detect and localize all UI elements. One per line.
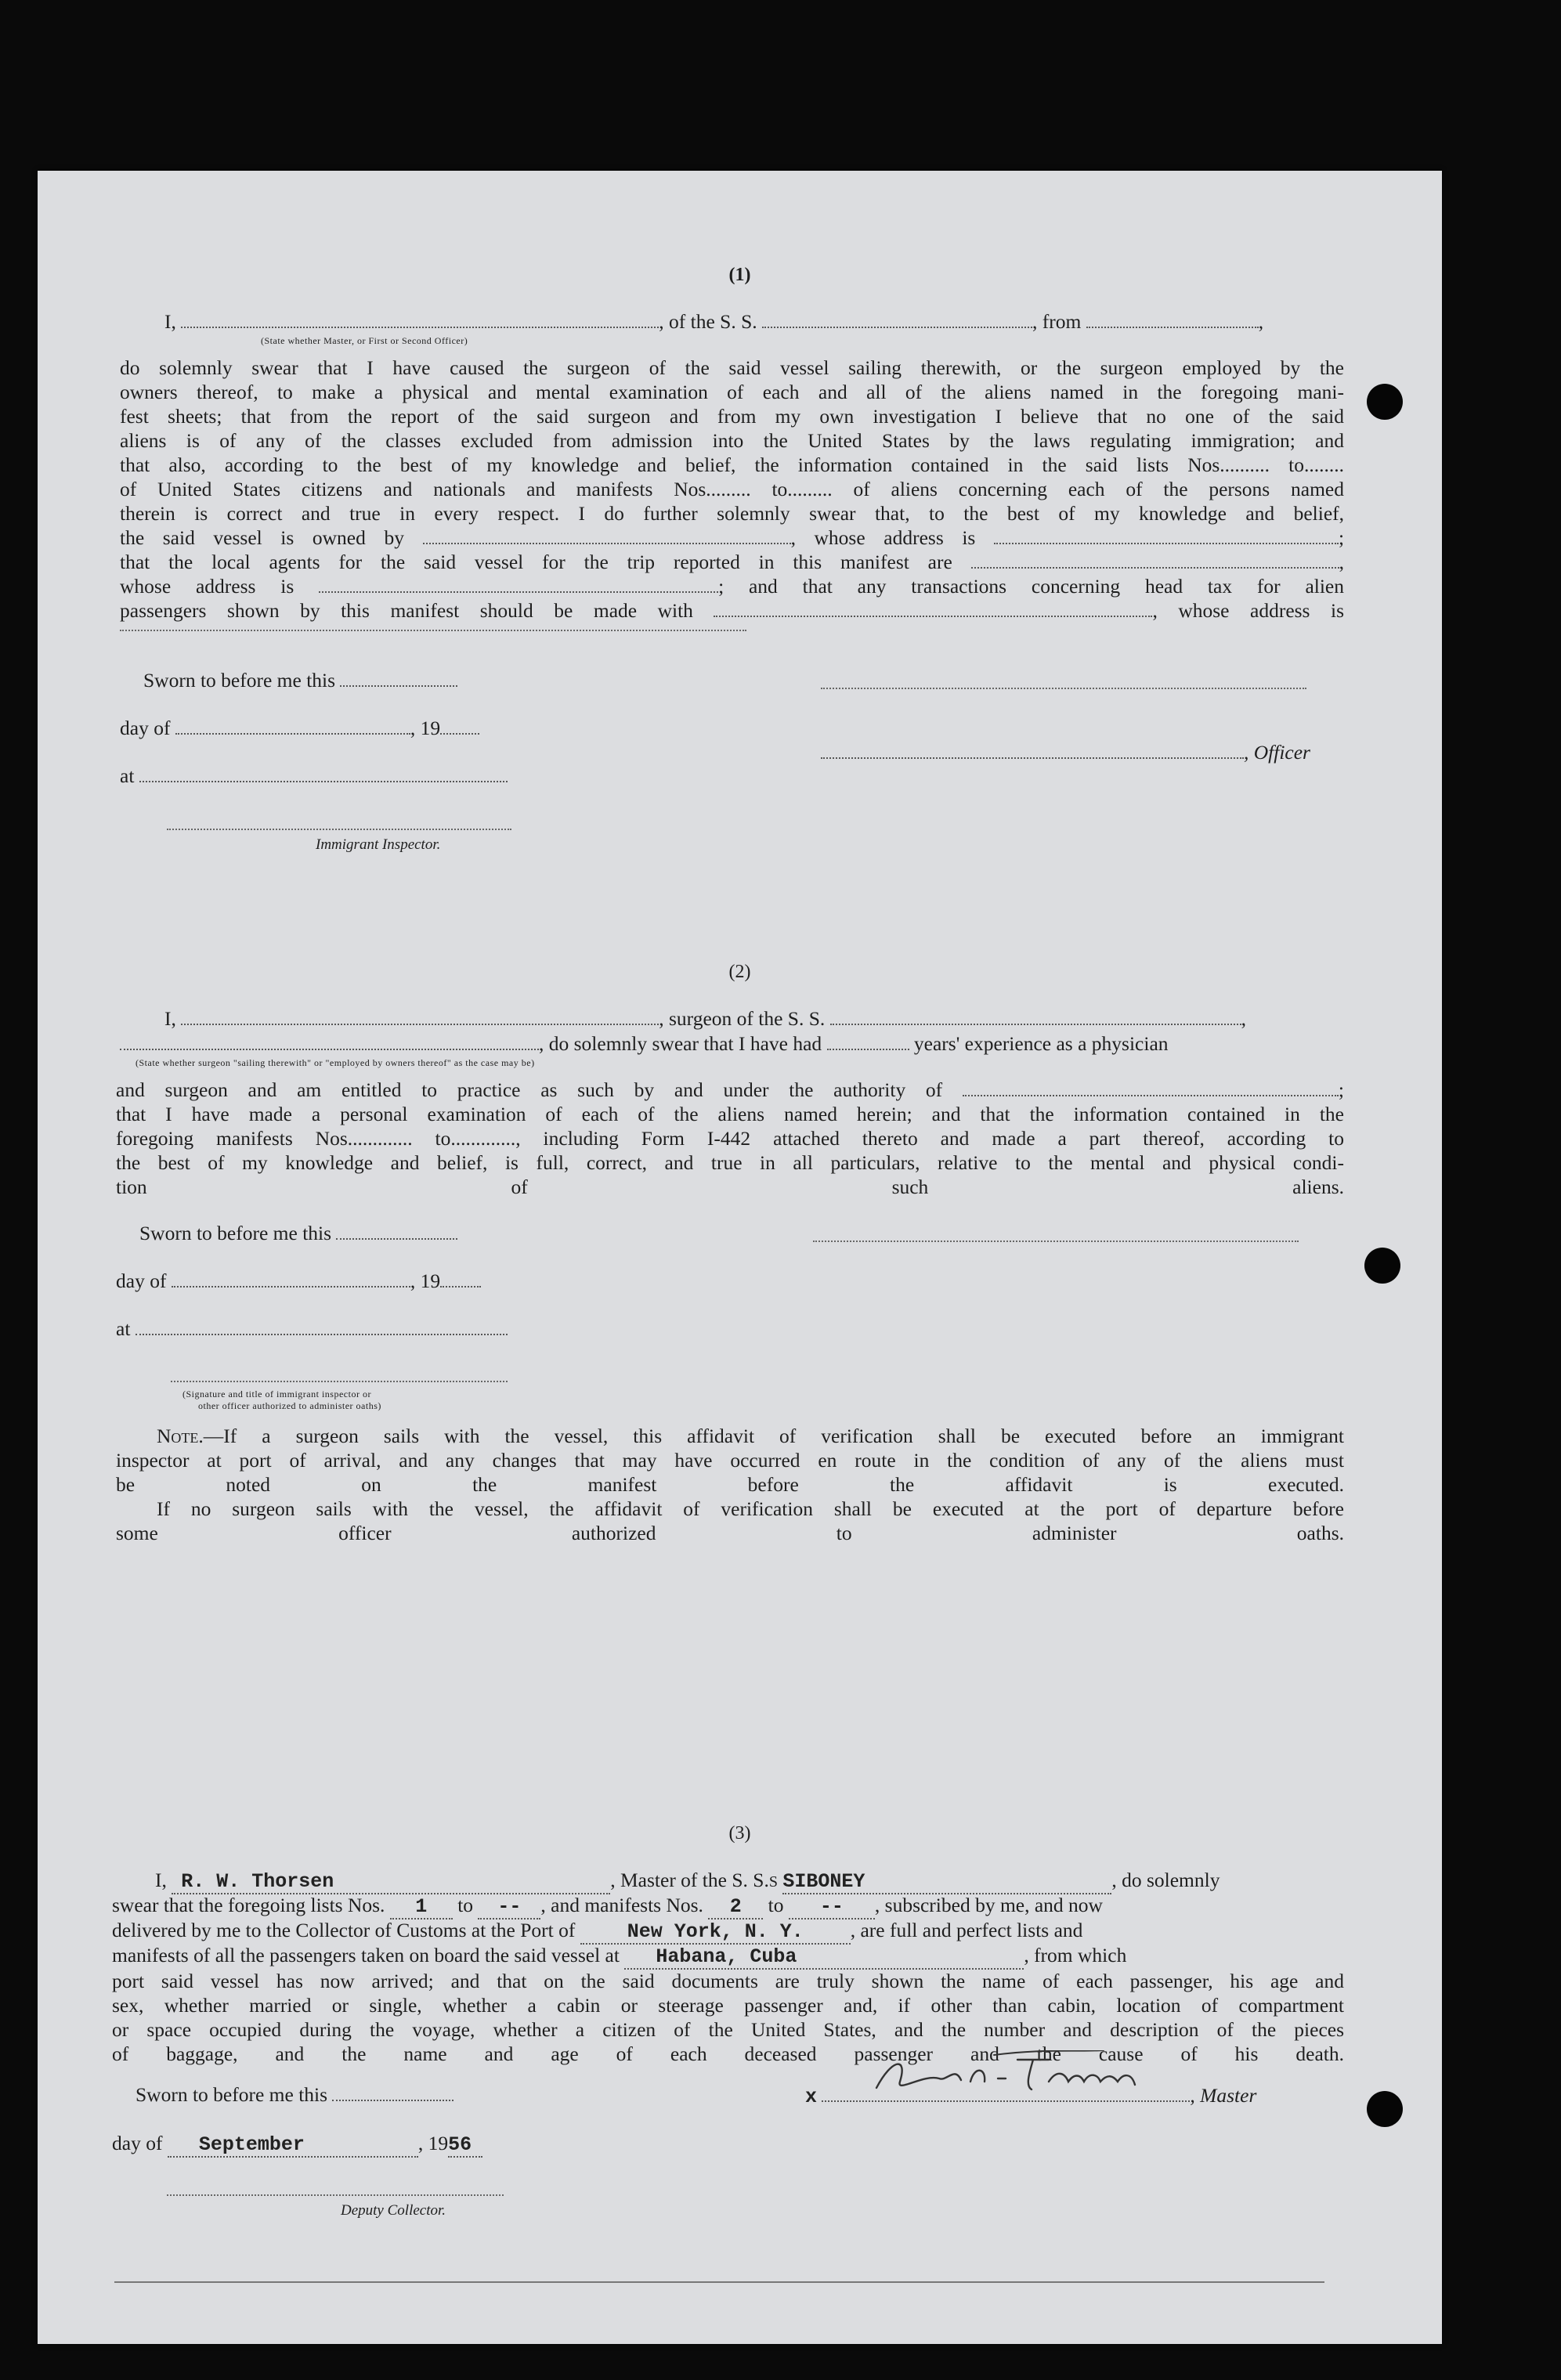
s2-sworn-date-field[interactable] — [336, 1224, 457, 1240]
s1-year-field[interactable] — [440, 719, 479, 735]
s1-signature-line-1[interactable] — [821, 688, 1306, 689]
s3-from-port-field[interactable]: Habana, Cuba — [624, 1944, 1024, 1970]
s1-owner-address-field[interactable] — [994, 529, 1339, 544]
s3-master-signature: x , Master — [805, 2083, 1256, 2108]
binder-hole-top — [1367, 384, 1403, 420]
s2-years-field[interactable] — [827, 1035, 909, 1050]
s2-day-of: day of , 19 — [116, 1269, 481, 1293]
s2-sworn: Sworn to before me this — [139, 1222, 457, 1245]
s2-sig-note-2: other officer authorized to administer oaths) — [198, 1400, 381, 1411]
s3-month-field[interactable]: September — [168, 2132, 418, 2158]
s2-at-field[interactable] — [136, 1320, 508, 1335]
s3-ship-name: SIBONEY — [782, 1870, 865, 1893]
s1-from-field[interactable] — [1086, 312, 1259, 328]
s3-sworn: Sworn to before me this — [136, 2083, 453, 2107]
s3-line3: delivered by me to the Collector of Customs at the Port of New York, N. Y. , are full and perfect lists and — [112, 1919, 1083, 1943]
s2-inspector-line[interactable] — [171, 1381, 508, 1382]
binder-hole-bottom — [1367, 2091, 1403, 2127]
s2-surgeon-name-field[interactable] — [181, 1009, 659, 1025]
s3-manifests-to-field[interactable]: -- — [789, 1894, 875, 1920]
s1-of-ss: , of the S. S. — [659, 310, 757, 333]
s1-i: I, — [164, 310, 176, 333]
s2-signature-line[interactable] — [813, 1241, 1299, 1242]
s3-collector-label: Deputy Collector. — [341, 2202, 446, 2219]
s1-officer-note: (State whether Master, or First or Second Officer) — [261, 335, 468, 346]
s1-from: , from — [1032, 310, 1082, 333]
s3-year-field[interactable]: 56 — [448, 2133, 482, 2158]
s3-line2: swear that the foregoing lists Nos. 1 to -- , and manifests Nos. 2 to -- , subscribed by me, and now — [112, 1894, 1103, 1918]
s1-officer-field[interactable] — [181, 312, 659, 328]
s2-at: at — [116, 1317, 508, 1341]
s1-address-continuation[interactable] — [120, 630, 746, 631]
binder-hole-middle — [1364, 1248, 1400, 1284]
s3-sworn-date-field[interactable] — [332, 2086, 453, 2101]
s3-master-name: R. W. Thorsen — [181, 1870, 334, 1893]
s3-line4: manifests of all the passengers taken on board the said vessel at Habana, Cuba , from which — [112, 1944, 1127, 1968]
s1-at-field[interactable] — [139, 767, 508, 782]
s1-agents-field[interactable] — [971, 553, 1339, 569]
s3-day-of: day of September , 1956 — [112, 2132, 482, 2158]
s1-owner-field[interactable] — [423, 529, 791, 544]
s1-agents-line: that the local agents for the said vessel for the trip reported in this manifest are , — [120, 551, 1345, 573]
s2-year-field[interactable] — [440, 1272, 481, 1288]
section-3-number: (3) — [728, 1823, 751, 1844]
s3-master-name-field[interactable] — [172, 1869, 610, 1894]
s2-day-field[interactable] — [172, 1272, 410, 1288]
s3-lists-to-field[interactable]: -- — [478, 1894, 540, 1920]
s2-body: and surgeon and am entitled to practice as such by and under the authority of ; that I have made a personal examination of each of the aliens named herein; and that the information contained in the foregoing manifests Nos............. to............., including Form I-442 attached thereto and made a part thereof, according to the best of my knowledge and belief, is full, correct, and true in all particulars, relative to the mental and physical condi- tion of such aliens. — [116, 1078, 1345, 1198]
s1-passengers-line: passengers shown by this manifest should be made with , whose address is — [120, 599, 1345, 622]
s3-lists-from-field[interactable]: 1 — [390, 1894, 453, 1920]
s1-at: at — [120, 764, 508, 788]
section-2-number: (2) — [728, 962, 751, 982]
s3-manifests-from-field[interactable]: 2 — [708, 1894, 763, 1920]
s1-address2-line: whose address is ; and that any transactions concerning head tax for alien — [120, 575, 1344, 598]
s1-agents-address-field[interactable] — [319, 577, 718, 593]
s1-body: do solemnly swear that I have caused the surgeon of the said vessel sailing therewith, or the surgeon employed by the owners thereof, to make a physical and mental examination of each and all of the aliens named in the foregoing mani- fest sheets; that from the report of the said surgeon and from my own investigation I believe that no one of the said aliens is of any of the classes excluded from admission into the United States by the laws regulating immigration; and that also, according to the best of my knowledge and belief, the information contained in the said lists Nos.......... to........ of United States citizens and nationals and manifests Nos......... to......... of aliens concerning each of the persons named therein is correct and true in every respect. I do further solemnly swear that, to the best of my knowledge and belief, the said vessel is owned by , whose address is ; that the local agents for the said vessel for the trip reported in this manifest are , whose address is ; and that any transactions concerning head tax for alien passengers shown by this manifest should be made with , whose address is — [120, 356, 1345, 622]
s1-head-tax-field[interactable] — [714, 601, 1152, 617]
s3-body: port said vessel has now arrived; and that on the said documents are truly shown the name of each passenger, his age and sex, whether married or single, whether a cabin or steerage passenger and, if other than cabin, location of compartment or space occupied during the voyage, whether a citizen of the United States, and the number and description of the pieces of baggage, and the name and age of each deceased passenger and the cause of his death. — [112, 1970, 1344, 2065]
s2-line1: I, , surgeon of the S. S. , — [164, 1007, 1247, 1030]
manifest-page — [38, 171, 1442, 2344]
s2-authority-line: and surgeon and am entitled to practice as such by and under the authority of ; — [116, 1078, 1345, 1101]
s1-owned-line: the said vessel is owned by , whose address is ; — [120, 526, 1345, 549]
s2-sig-note-1: (Signature and title of immigrant inspector or — [182, 1389, 371, 1399]
s1-day-of: day of , 19 — [120, 717, 479, 740]
section-1-number: (1) — [728, 265, 751, 285]
s1-line1: I, , of the S. S. , from , — [164, 310, 1264, 333]
s1-inspector-label: Immigrant Inspector. — [316, 836, 441, 853]
s1-sworn: Sworn to before me this — [143, 669, 457, 692]
s1-ship-field[interactable] — [762, 312, 1032, 328]
handwritten-signature — [869, 2050, 1182, 2097]
s1-day-field[interactable] — [175, 719, 410, 735]
s1-sworn-date-field[interactable] — [340, 671, 457, 687]
s2-line2: , do solemnly swear that I have had years' experience as a physician — [120, 1032, 1169, 1056]
s2-surgeon-type-field[interactable] — [120, 1035, 539, 1050]
s3-line1: I, R. W. Thorsen , Master of the S. S.S SIBONEY , do solemnly — [155, 1869, 1220, 1893]
s2-authority-field[interactable] — [963, 1081, 1339, 1096]
s2-note: Note.—If a surgeon sails with the vessel, this affidavit of verification shall be executed before an immigrant inspector at port of arrival, and any changes that may have occurred en route in the condition of any of the aliens must be noted on the manifest before the affidavit is executed. If no surgeon sails with the vessel, the affidavit of verification shall be executed at the port of departure before some officer authorized to administer oaths. — [116, 1425, 1344, 1544]
bottom-rule — [114, 2281, 1324, 2283]
s2-surgeon-note: (State whether surgeon "sailing therewith" or "employed by owners thereof" as the case may be) — [136, 1057, 535, 1068]
s3-ship-field[interactable] — [782, 1869, 1111, 1894]
s1-inspector-line[interactable] — [167, 829, 511, 830]
s2-ship-field[interactable] — [830, 1009, 1241, 1025]
s1-officer-signature: , Officer — [821, 741, 1310, 764]
s3-port-field[interactable]: New York, N. Y. — [580, 1919, 851, 1945]
s3-collector-line[interactable] — [167, 2194, 504, 2196]
s3-signature-field[interactable] — [822, 2083, 1190, 2102]
